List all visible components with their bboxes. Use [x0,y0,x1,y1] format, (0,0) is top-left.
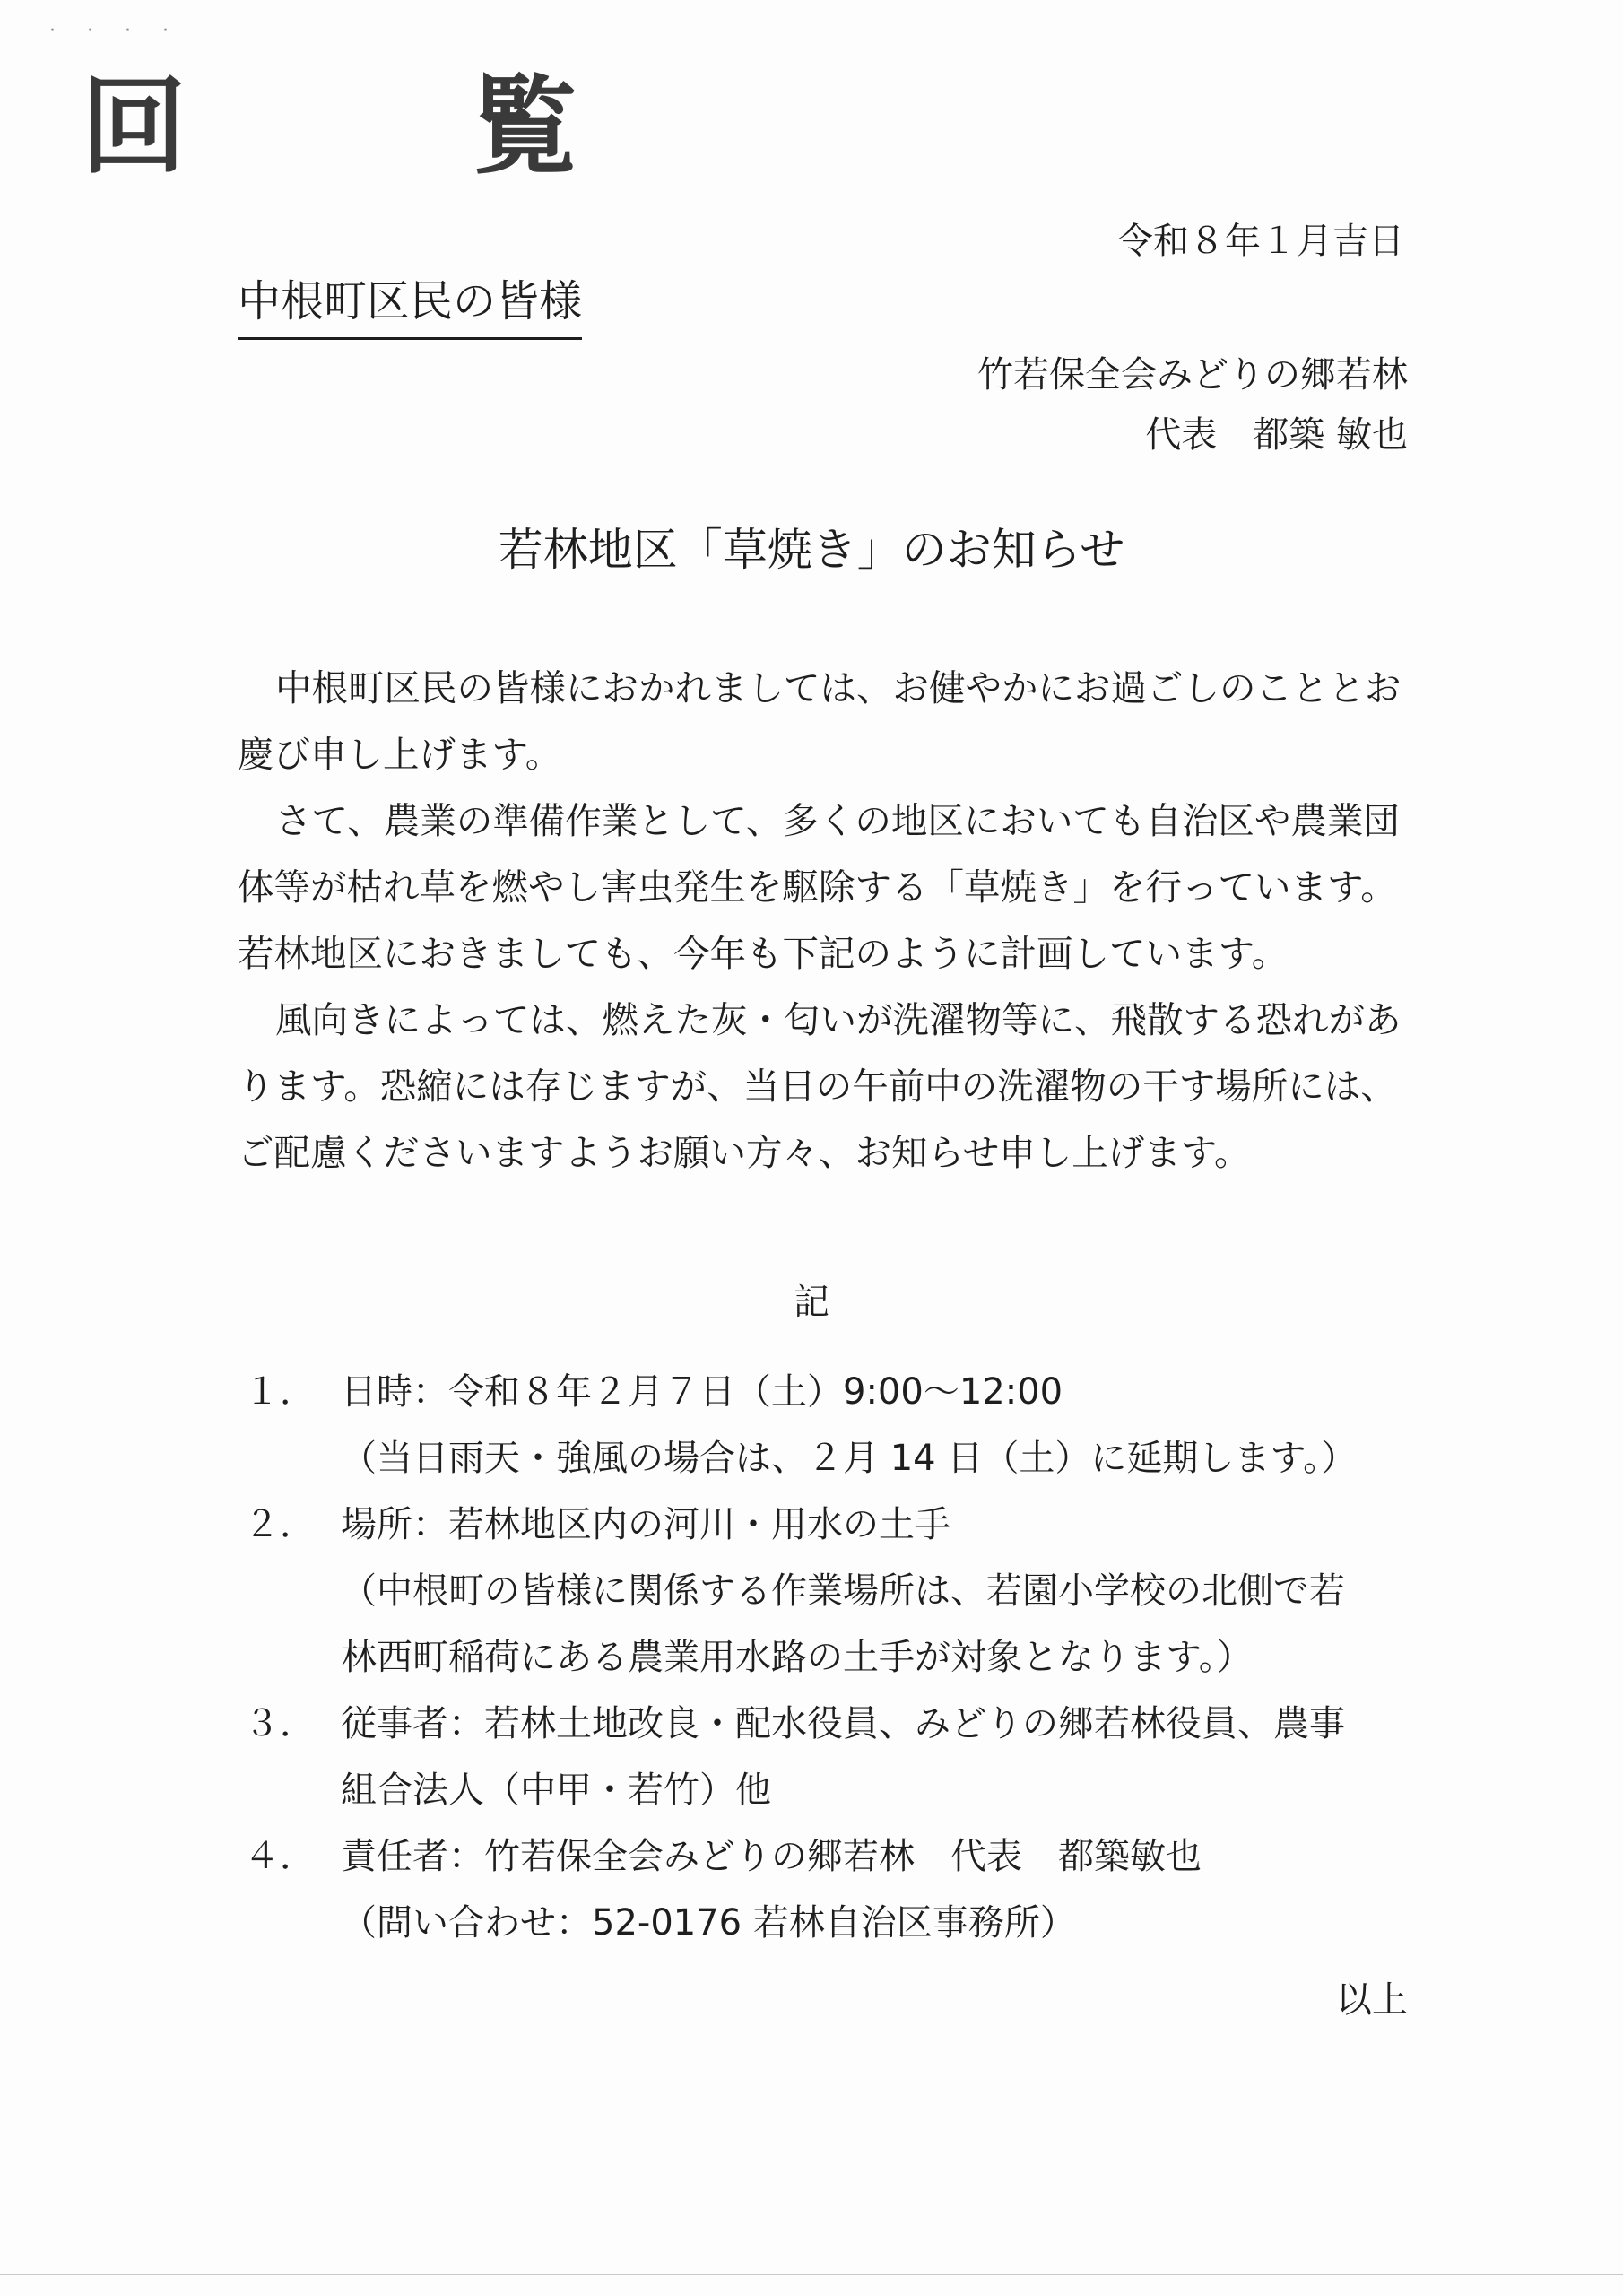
item-line: 林西町稲荷にある農業用水路の土手が対象となります。） [341,1637,1253,1678]
item-content [341,1823,1428,1956]
circulation-stamp: 回 覧 [81,64,668,188]
item-number: ３． [244,1703,316,1744]
item-line: （問い合わせ：52-0176 若林自治区事務所） [341,1902,1076,1944]
item-list [244,1359,1428,1956]
item-content [341,1691,1428,1823]
sender-representative: 代表 都築 敏也 [1145,414,1408,457]
scan-bottom-edge [0,2274,1623,2275]
item-line: 組合法人（中甲・若竹）他 [341,1770,771,1811]
item-number: ４． [244,1836,316,1877]
addressee: 中根町区民の皆様 [238,276,582,340]
item-number: １． [244,1371,316,1413]
body-paragraph: 中根町区民の皆様におかれましては、お健やかにお過ごしのこととお慶び申し上げます。 [238,666,1402,776]
body-text [238,655,1417,1186]
item-line: 日時：令和８年２月７日（土）9:00〜12:00 [341,1371,1063,1413]
item-content [341,1359,1428,1492]
ki-heading: 記 [794,1282,829,1323]
document-date: 令和８年１月吉日 [1117,221,1404,262]
body-paragraph: さて、農業の準備作業として、多くの地区においても自治区や農業団体等が枯れ草を燃やし害虫発生を駆除する「草焼き」を行っています。若林地区におきましても、今年も下記のように計画しています。 [238,799,1400,975]
list-item [244,1691,1428,1823]
list-item [244,1359,1428,1492]
body-paragraph: 風向きによっては、燃えた灰・匂いが洗濯物等に、飛散する恐れがあります。恐縮には存じますが、当日の午前中の洗濯物の干す場所には、ご配慮くださいますようお願い方々、お知らせ申し上げます。 [238,998,1402,1174]
item-line: 従事者：若林土地改良・配水役員、みどりの郷若林役員、農事 [341,1703,1345,1744]
document-title: 若林地区「草焼き」のお知らせ [498,524,1125,576]
item-line: 場所：若林地区内の河川・用水の土手 [341,1504,950,1545]
sender-block [977,345,1408,465]
item-line: （当日雨天・強風の場合は、２月 14 日（土）に延期します。） [341,1438,1358,1479]
item-line: （中根町の皆様に関係する作業場所は、若園小学校の北側で若 [341,1570,1345,1612]
list-item [244,1492,1428,1691]
item-content [341,1492,1428,1691]
item-line: 責任者：竹若保全会みどりの郷若林 代表 都築敏也 [341,1836,1202,1877]
sender-organization: 竹若保全会みどりの郷若林 [977,354,1408,396]
closing-mark: 以上 [1336,1979,1408,2021]
list-item [244,1823,1428,1956]
scan-artifact: · · · · [49,20,181,42]
item-number: ２． [244,1504,316,1545]
